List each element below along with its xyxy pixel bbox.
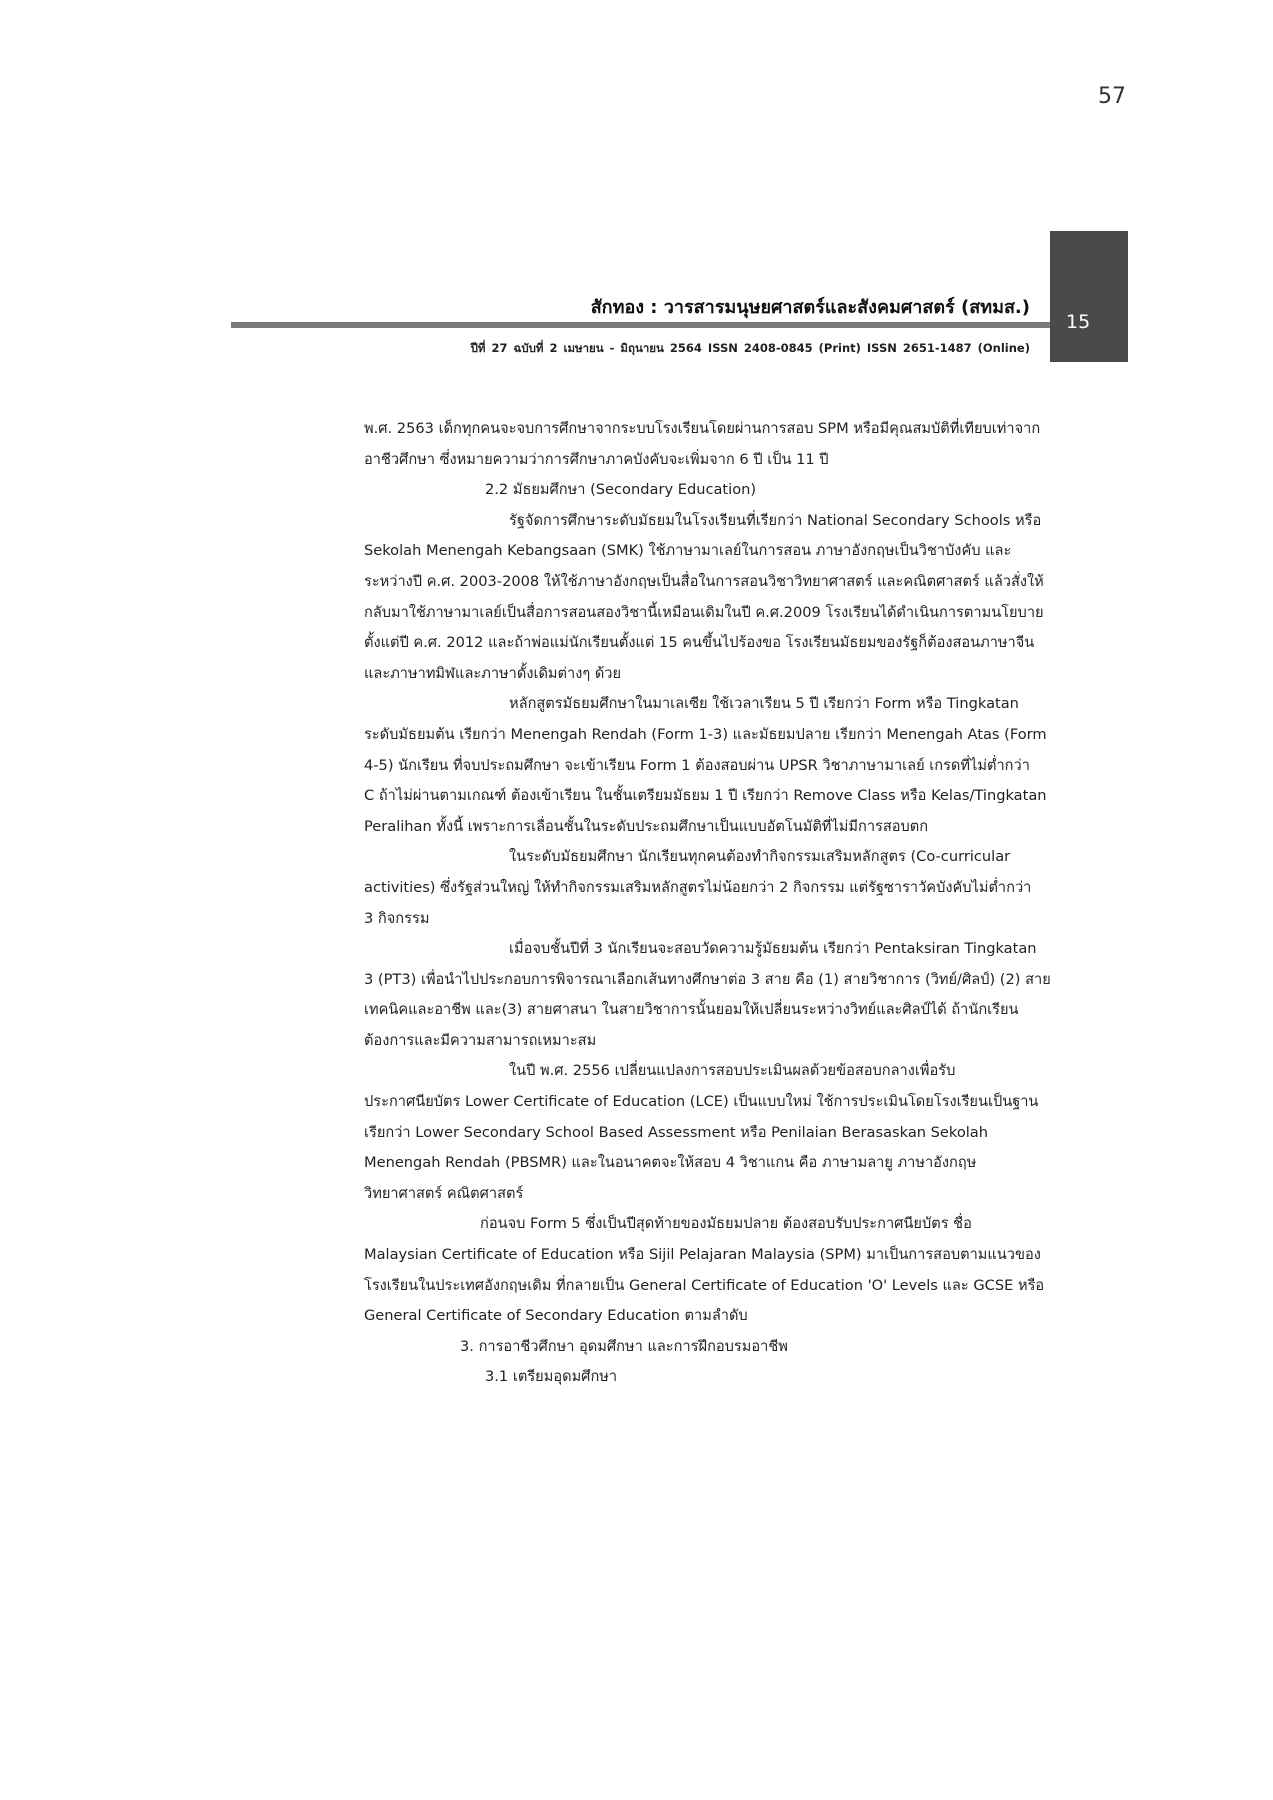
text-line: Menengah Rendah (PBSMR) และในอนาคตจะให้สอบ 4 วิชาแกน คือ ภาษามลายู ภาษาอังกฤษ	[364, 1154, 977, 1172]
text-line: 3. การอาชีวศึกษา อุดมศึกษา และการฝึกอบรมอาชีพ	[460, 1337, 788, 1355]
text-line: General Certificate of Secondary Education ตามลำดับ	[364, 1307, 748, 1325]
text-line: 3 (PT3) เพื่อนำไปประกอบการพิจารณาเลือกเส้นทางศึกษาต่อ 3 สาย คือ (1) สายวิชาการ (วิทย์/ศิลป์) (2) สาย	[364, 970, 1051, 988]
text-line: พ.ศ. 2563 เด็กทุกคนจะจบการศึกษาจากระบบโรงเรียนโดยผ่านการสอบ SPM หรือมีคุณสมบัติที่เทียบเท่าจาก	[364, 420, 1041, 437]
text-line: C ถ้าไม่ผ่านตามเกณฑ์ ต้องเข้าเรียน ในชั้นเตรียมมัธยม 1 ปี เรียกว่า Remove Class หรือ Kelas/Tingkatan	[364, 787, 1047, 805]
text-line: โรงเรียนในประเทศอังกฤษเดิม ที่กลายเป็น General Certificate of Education 'O' Levels และ GCSE หรือ	[364, 1276, 1045, 1294]
text-line: activities) ซึ่งรัฐส่วนใหญ่ ให้ทำกิจกรรมเสริมหลักสูตรไม่น้อยกว่า 2 กิจกรรม แต่รัฐซาราวัคบังคับไม่ต่ำกว่า	[364, 878, 1032, 896]
text-line: Peralihan ทั้งนี้ เพราะการเลื่อนชั้นในระดับประถมศึกษาเป็นแบบอัตโนมัติที่ไม่มีการสอบตก	[364, 817, 929, 835]
text-line: รัฐจัดการศึกษาระดับมัธยมในโรงเรียนที่เรียกว่า National Secondary Schools หรือ	[509, 511, 1042, 529]
text-line: อาชีวศึกษา ซึ่งหมายความว่าการศึกษาภาคบังคับจะเพิ่มจาก 6 ปี เป็น 11 ปี	[364, 450, 829, 468]
text-line: และภาษาทมิฬและภาษาดั้งเดิมต่างๆ ด้วย	[364, 664, 622, 682]
text-line: กลับมาใช้ภาษามาเลย์เป็นสื่อการสอนสองวิชานี้เหมือนเดิมในปี ค.ศ.2009 โรงเรียนได้ดำเนินการตามนโยบาย	[364, 603, 1044, 621]
text-line: ตั้งแต่ปี ค.ศ. 2012 และถ้าพ่อแม่นักเรียนตั้งแต่ 15 คนขึ้นไปร้องขอ โรงเรียนมัธยมของรัฐก็ต้องสอนภาษาจีน	[364, 634, 1035, 652]
header-divider	[231, 322, 1050, 328]
text-line: เทคนิคและอาชีพ และ(3) สายศาสนา ในสายวิชาการนั้นยอมให้เปลี่ยนระหว่างวิทย์และศิลป์ได้ ถ้านักเรียน	[364, 1001, 1019, 1019]
text-line: 3 กิจกรรม	[364, 909, 430, 927]
text-line: ก่อนจบ Form 5 ซึ่งเป็นปีสุดท้ายของมัธยมปลาย ต้องสอบรับประกาศนียบัตร ชื่อ	[480, 1215, 972, 1233]
text-line: หลักสูตรมัธยมศึกษาในมาเลเซีย ใช้เวลาเรียน 5 ปี เรียกว่า Form หรือ Tingkatan	[509, 695, 1019, 713]
body-text	[364, 414, 1051, 1393]
text-line: เมื่อจบชั้นปีที่ 3 นักเรียนจะสอบวัดความรู้มัธยมต้น เรียกว่า Pentaksiran Tingkatan	[509, 940, 1037, 958]
text-line: ต้องการและมีความสามารถเหมาะสม	[364, 1031, 597, 1049]
text-line: 2.2 มัธยมศึกษา (Secondary Education)	[485, 481, 757, 499]
text-line: Malaysian Certificate of Education หรือ Sijil Pelajaran Malaysia (SPM) มาเป็นการสอบตามแนวของ	[364, 1246, 1041, 1264]
page-number: 57	[1098, 84, 1126, 109]
journal-page-number: 15	[1066, 311, 1091, 333]
text-line: ระดับมัธยมต้น เรียกว่า Menengah Rendah (Form 1-3) และมัธยมปลาย เรียกว่า Menengah Atas (Form	[364, 725, 1047, 743]
text-line: ในปี พ.ศ. 2556 เปลี่ยนแปลงการสอบประเมินผลด้วยข้อสอบกลางเพื่อรับ	[509, 1062, 956, 1080]
issue-info: ปีที่ 27 ฉบับที่ 2 เมษายน - มิถุนายน 2564 ISSN 2408-0845 (Print) ISSN 2651-1487 (Online)	[470, 341, 1030, 355]
journal-page-tab	[1050, 231, 1128, 362]
text-line: Sekolah Menengah Kebangsaan (SMK) ใช้ภาษามาเลย์ในการสอน ภาษาอังกฤษเป็นวิชาบังคับ และ	[364, 542, 1012, 560]
journal-title: สักทอง : วารสารมนุษยศาสตร์และสังคมศาสตร์ (สทมส.)	[590, 297, 1030, 318]
text-line: ประกาศนียบัตร Lower Certificate of Education (LCE) เป็นแบบใหม่ ใช้การประเมินโดยโรงเรียนเป็นฐาน	[364, 1093, 1039, 1111]
text-line: วิทยาศาสตร์ คณิตศาสตร์	[364, 1184, 524, 1202]
text-line: ในระดับมัธยมศึกษา นักเรียนทุกคนต้องทำกิจกรรมเสริมหลักสูตร (Co-curricular	[509, 848, 1011, 866]
text-line: 3.1 เตรียมอุดมศึกษา	[485, 1368, 618, 1386]
text-line: ระหว่างปี ค.ศ. 2003-2008 ให้ใช้ภาษาอังกฤษเป็นสื่อในการสอนวิชาวิทยาศาสตร์ และคณิตศาสตร์ แล้วสั่งให้	[364, 572, 1044, 590]
text-line: 4-5) นักเรียน ที่จบประถมศึกษา จะเข้าเรียน Form 1 ต้องสอบผ่าน UPSR วิชาภาษามาเลย์ เกรดที่ไม่ต่ำกว่า	[364, 756, 1030, 774]
text-line: เรียกว่า Lower Secondary School Based Assessment หรือ Penilaian Berasaskan Sekolah	[364, 1123, 988, 1141]
